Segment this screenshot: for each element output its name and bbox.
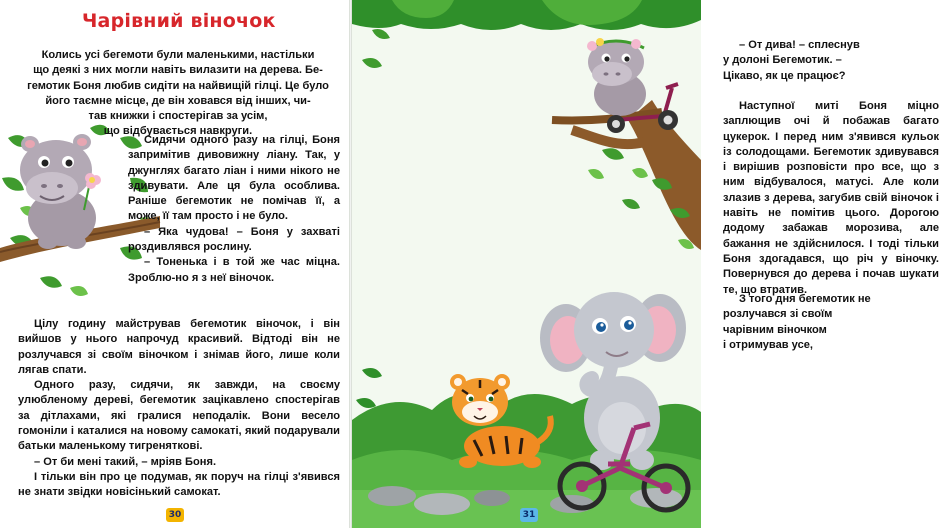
paragraph: тав книжки і спостерігав за усім, — [88, 110, 268, 123]
dialogue-line: – От дива! – сплеснув — [739, 39, 860, 51]
paragraph: Колись усі бегемоти були маленькими, настільки — [41, 49, 315, 61]
paragraph: чарівним віночком — [723, 323, 827, 336]
elephant-on-bicycle-illustration — [538, 268, 698, 516]
dialogue-line: Цікаво, як це працює? — [723, 69, 846, 82]
paragraph: З того дня бегемотик не — [739, 293, 871, 305]
paragraph: розлучався зі своїм — [723, 308, 833, 321]
paragraph: Цілу годину майстрував бегемотик віночок, і він вийшов у нього напрочуд красивий. Відтоді він не розлучався зі своїм віночком і знімав його, лише коли лягав спати. — [18, 318, 340, 376]
text-block-liana — [128, 133, 340, 286]
paragraph: гемотик Боня любив сидіти на найвищій гілці. Це було — [27, 79, 329, 92]
dialogue-line: – От би мені такий, – мріяв Боня. — [34, 455, 217, 468]
paragraph: що відбувається навкруги. — [103, 125, 253, 138]
right-page — [352, 0, 939, 528]
paragraph: Сидячи одного разу на гілці, Боня запримітив дивовижну ліану. Так, у джунглях багато ліан і ними нікого не здивувати. Але ця була особлива. Раніше бегемотик не помічав її, а може, її там просто і не було. — [128, 134, 340, 223]
text-block-intro — [18, 48, 338, 140]
paragraph: і отримував усе, — [723, 338, 813, 351]
dialogue-line: – Тоненька і в той же час міцна. Зроблю-но я з неї віночок. — [128, 256, 340, 284]
left-page — [0, 0, 349, 528]
text-block-ending — [723, 292, 873, 353]
page-number-right: 31 — [520, 508, 538, 522]
paragraph: що деякі з них могли навіть вилазити на дерева. Бе- — [33, 64, 323, 77]
paragraph: Одного разу, сидячи, як завжди, на своєму улюбленому дереві, бегемотик зацікавлено спостерігав за дітлахами, які гралися неподалік. Вони весело гомоніли і каталися на новому самокаті, який подарували батьки маленькому тигреняткові. — [18, 379, 340, 453]
flower-icon — [85, 173, 101, 189]
dialogue-line: – Яка чудова! – Боня у захваті роздивлявся рослину. — [128, 225, 340, 254]
right-hippo-illustration — [576, 32, 686, 142]
text-block-wonder — [723, 38, 863, 84]
text-block-scooter — [18, 317, 340, 501]
dialogue-line: у долоні Бегемотик. – — [723, 54, 842, 67]
text-block-candy — [723, 99, 939, 298]
story-title: Чарівний віночок — [82, 10, 276, 32]
page-number-left: 30 — [166, 508, 184, 522]
paragraph: Наступної миті Боня міцно заплющив очі й побажав багато цукерок. І перед ним з'явився кульок із солодощами. Бегемотик здивувався і вирішив розповісти про все, що з ним відбувалося, матусі. Але коли злазив з дерева, загубив свій віночок і навіть не помітив цього. Дорогою додому забажав морозива, але бажання не здійснилося. І тоді тільки Боня здогадався, що річ у віночку. Повернувся до дерева і почав шукати те, що втратив. — [723, 100, 939, 296]
paragraph: його таємне місце, де він ховався від інших, чи- — [45, 94, 311, 107]
paragraph: І тільки він про це подумав, як поруч на гілці з'явився не знати звідки новісінький самокат. — [18, 470, 340, 499]
